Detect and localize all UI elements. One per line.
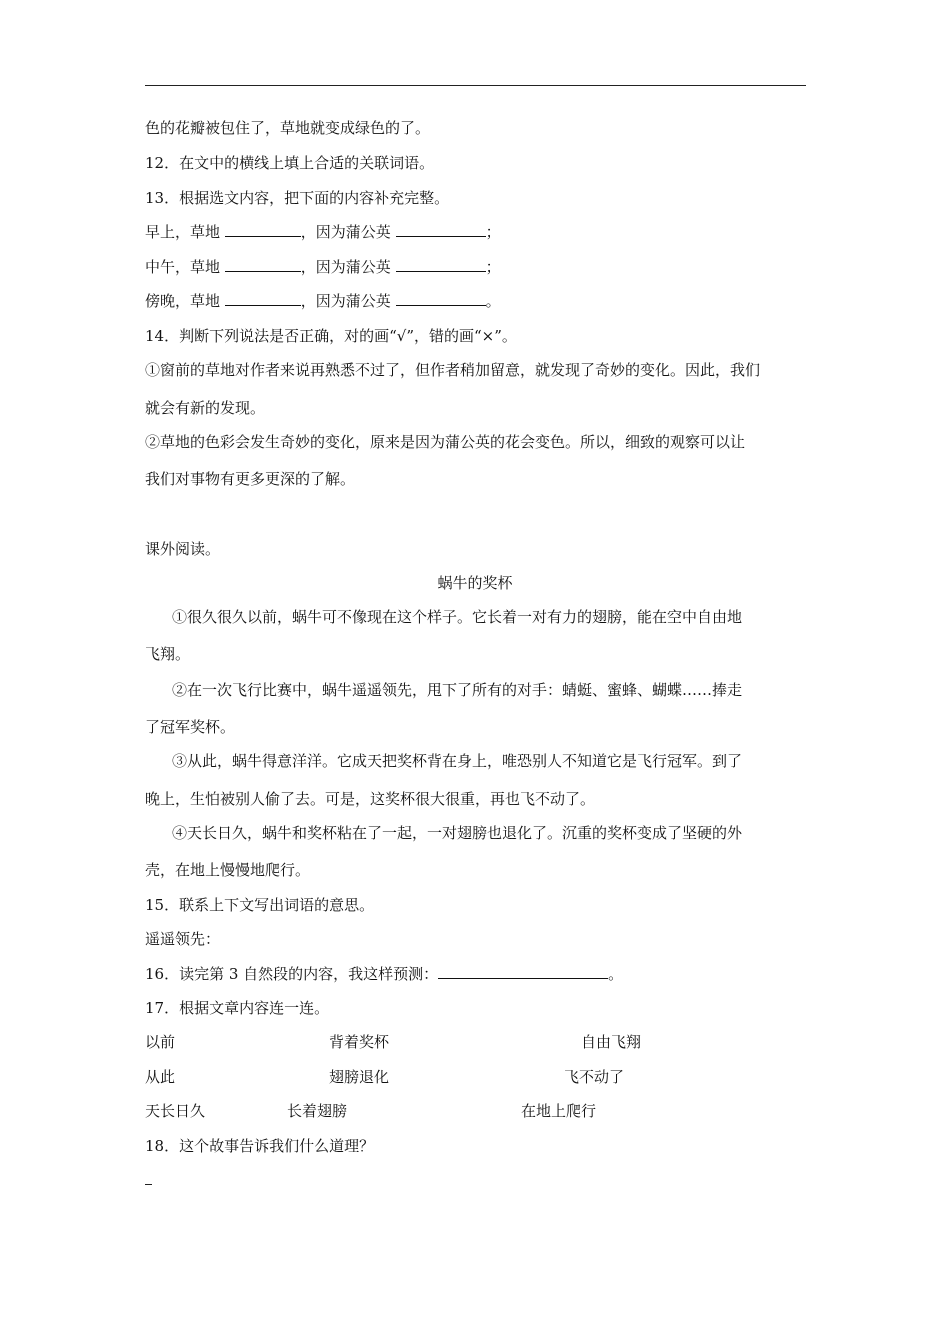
match-right-item[interactable]: 自由飞翔 bbox=[581, 1033, 642, 1051]
q13-noon-label: 中午，草地 bbox=[145, 258, 221, 276]
q13-noon-blank-1[interactable] bbox=[225, 257, 301, 272]
question-18: 18．这个故事告诉我们什么道理？ bbox=[145, 1137, 375, 1155]
paragraph-1-cont: 飞翔。 bbox=[145, 645, 191, 663]
answer-line[interactable] bbox=[145, 1184, 152, 1185]
q16-answer-blank[interactable] bbox=[438, 964, 608, 979]
q13-morning-blank-2[interactable] bbox=[396, 222, 486, 237]
paragraph-2-cont: 了冠军奖杯。 bbox=[145, 718, 236, 736]
q13-noon bbox=[145, 257, 501, 277]
match-left-item[interactable]: 天长日久 bbox=[145, 1102, 206, 1120]
text-line: 色的花瓣被包住了，草地就变成绿色的了。 bbox=[145, 119, 431, 137]
q13-morning-label: 早上，草地 bbox=[145, 223, 221, 241]
question-15: 15．联系上下文写出词语的意思。 bbox=[145, 896, 375, 914]
question-17: 17．根据文章内容连一连。 bbox=[145, 999, 330, 1017]
q13-morning-blank-1[interactable] bbox=[225, 222, 301, 237]
question-16-end: 。 bbox=[608, 965, 624, 983]
section-heading: 课外阅读。 bbox=[145, 540, 221, 558]
paragraph-3: ③从此，蜗牛得意洋洋。它成天把奖杯背在身上，唯恐别人不知道它是飞行冠军。到了 bbox=[172, 752, 743, 770]
q13-evening-blank-1[interactable] bbox=[225, 291, 301, 306]
header-rule bbox=[145, 85, 806, 86]
q13-evening-end: 。 bbox=[485, 292, 501, 310]
paragraph-4-cont: 壳，在地上慢慢地爬行。 bbox=[145, 861, 311, 879]
question-16 bbox=[145, 964, 623, 984]
paragraph-4: ④天长日久，蜗牛和奖杯粘在了一起，一对翅膀也退化了。沉重的奖杯变成了坚硬的外 bbox=[172, 824, 743, 842]
q14-statement-2: ②草地的色彩会发生奇妙的变化，原来是因为蒲公英的花会变色。所以，细致的观察可以让 bbox=[145, 433, 746, 451]
match-middle-item[interactable]: 长着翅膀 bbox=[287, 1102, 348, 1120]
question-14: 14．判断下列说法是否正确，对的画“√”，错的画“×”。 bbox=[145, 327, 517, 345]
match-right-item[interactable]: 在地上爬行 bbox=[521, 1102, 597, 1120]
q13-evening bbox=[145, 291, 501, 311]
q14-statement-2-cont: 我们对事物有更多更深的了解。 bbox=[145, 470, 356, 488]
q14-statement-1: ①窗前的草地对作者来说再熟悉不过了，但作者稍加留意，就发现了奇妙的变化。因此，我们 bbox=[145, 361, 761, 379]
q13-evening-label: 傍晚，草地 bbox=[145, 292, 221, 310]
match-middle-item[interactable]: 翅膀退化 bbox=[329, 1068, 390, 1086]
q13-evening-blank-2[interactable] bbox=[396, 291, 486, 306]
question-16-text: 16．读完第 3 自然段的内容，我这样预测： bbox=[145, 965, 439, 983]
q15-item: 遥遥领先： bbox=[145, 930, 221, 948]
match-middle-item[interactable]: 背着奖杯 bbox=[329, 1033, 390, 1051]
q13-morning bbox=[145, 222, 501, 242]
match-left-item[interactable]: 从此 bbox=[145, 1068, 176, 1086]
q13-morning-end: ； bbox=[485, 223, 501, 241]
match-right-item[interactable]: 飞不动了 bbox=[564, 1068, 625, 1086]
q13-evening-mid: ，因为蒲公英 bbox=[300, 292, 391, 310]
q13-noon-blank-2[interactable] bbox=[396, 257, 486, 272]
paragraph-3-cont: 晚上，生怕被别人偷了去。可是，这奖杯很大很重，再也飞不动了。 bbox=[145, 790, 596, 808]
story-title: 蜗牛的奖杯 bbox=[437, 574, 513, 592]
match-left-item[interactable]: 以前 bbox=[145, 1033, 176, 1051]
q13-noon-mid: ，因为蒲公英 bbox=[300, 258, 391, 276]
q13-noon-end: ； bbox=[485, 258, 501, 276]
q13-morning-mid: ，因为蒲公英 bbox=[300, 223, 391, 241]
q14-statement-1-cont: 就会有新的发现。 bbox=[145, 399, 266, 417]
question-13: 13．根据选文内容，把下面的内容补充完整。 bbox=[145, 189, 450, 207]
paragraph-1: ①很久很久以前，蜗牛可不像现在这个样子。它长着一对有力的翅膀，能在空中自由地 bbox=[172, 608, 743, 626]
question-12: 12．在文中的横线上填上合适的关联词语。 bbox=[145, 154, 435, 172]
paragraph-2: ②在一次飞行比赛中，蜗牛遥遥领先，甩下了所有的对手：蜻蜓、蜜蜂、蝴蝶……捧走 bbox=[172, 681, 743, 699]
